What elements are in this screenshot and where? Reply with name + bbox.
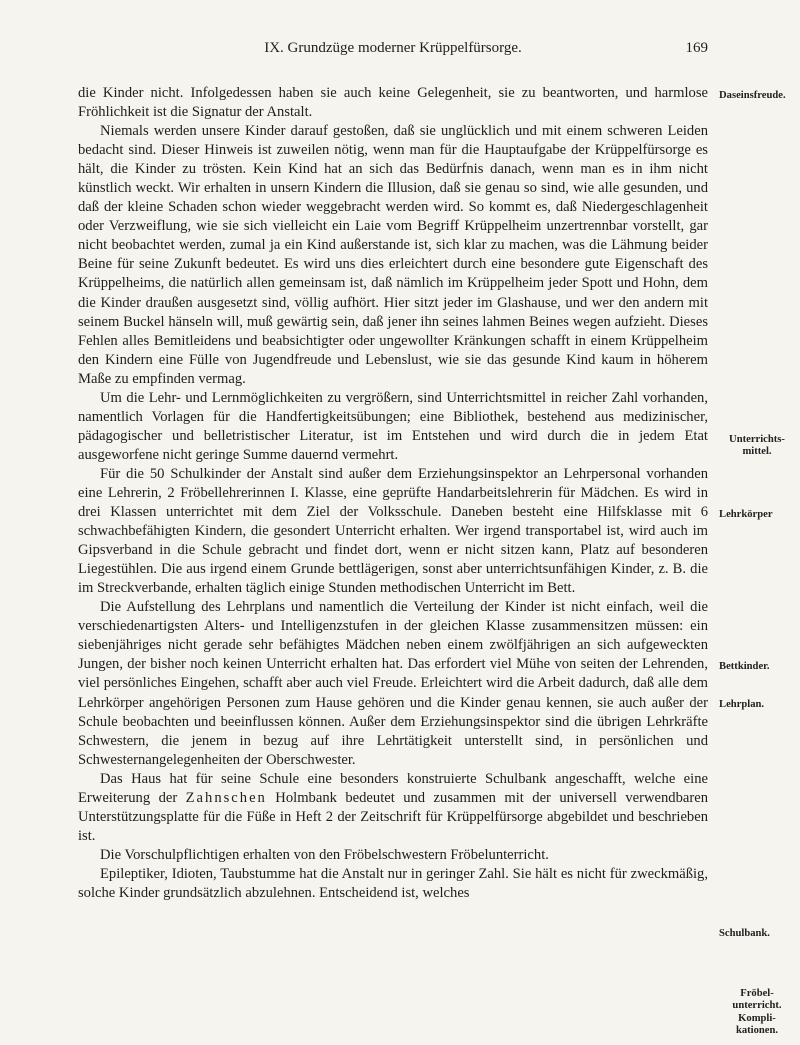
paragraph: Epileptiker, Idioten, Taubstumme hat die Anstalt nur in geringer Zahl. Sie hält es nicht für zweckmäßig, solche Kinder grundsätzlich abzulehnen. Entscheidend ist, welches [78, 865, 708, 901]
margin-note-schulbank: Schulbank. [719, 928, 770, 939]
paragraph: die Kinder nicht. Infolgedessen haben sie auch keine Gelegenheit, sie zu beantworten, und harmlose Fröhlichkeit ist die Signatur der Anstalt. [78, 85, 708, 121]
margin-note-komplikationen: Kompli-kationen. [735, 1013, 779, 1036]
chapter-title: IX. Grundzüge moderner Krüppelfürsorge. [264, 40, 522, 56]
margin-note-froebel: Fröbel-unterricht. [732, 988, 782, 1011]
paragraph: Für die 50 Schulkinder der Anstalt sind außer dem Erziehungsinspektor an Lehrpersonal vorhanden eine Lehrerin, 2 Fröbellehrerinnen I. Klasse, eine geprüfte Handarbeitslehrerin für Mädchen. Es wird in drei Klassen unterrichtet mit dem Ziel der Volksschule. Daneben besteht eine Hilfsklasse mit 6 schwachbefähigten Kindern, die gesondert Unterricht erhalten. Wer irgend transportabel ist, wird auch im Gipsverband in die Schule gebracht und findet dort, wenn er nicht sitzen kann, Platz auf besonderen Liegestühlen. Die aus irgend einem Grunde bettlägerigen, sonst aber unterrichtsunfähigen Kinder, z. B. die im Streckverbande, erhalten täglich einige Stunden methodischen Unterricht im Bett. [78, 465, 708, 597]
paragraph: Um die Lehr- und Lernmöglichkeiten zu vergrößern, sind Unterrichtsmittel in reicher Zahl vorhanden, namentlich Vorlagen für die Handfertigkeitsübungen; eine Bibliothek, bestehend aus medizinischer, pädagogischer und belletristischer Literatur, ist im Entstehen und wird durch die in jedem Etat ausgeworfene nicht geringe Summe dauernd vermehrt. [78, 389, 708, 463]
paragraph: Die Aufstellung des Lehrplans und namentlich die Verteilung der Kinder ist nicht einfach, weil die verschiedenartigsten Alters- und Intelligenzstufen in der gleichen Klasse zusammensitzen müssen: ein siebenjähriges nicht gerade sehr befähigtes Mädchen neben einem zwölfjährigen an sich aufgeweckten Jungen, der bisher noch keinen Unterricht erhalten hat. Das erfordert viel Mühe von seiten der Lehrenden, viel persönliches Eingehen, schafft aber auch viel Freude. Erleichtert wird die Arbeit dadurch, daß alle dem Lehrkörper angehörigen Personen zum Hause gehören und die Kinder genau kennen, sie auch außer der Schule beobachten und beeinflussen können. Außer dem Erziehungsinspektor sind die übrigen Lehrkräfte Schwestern, die jenem in bezug auf ihre Lehrtätigkeit unterstellt sind, in persönlichen und Schwesternangelegenheiten der Oberschwester. [78, 599, 708, 768]
margin-note-bettkinder: Bettkinder. [719, 661, 770, 672]
spaced-name: Zahnschen [185, 789, 267, 806]
paragraph: Niemals werden unsere Kinder darauf gestoßen, daß sie unglücklich und mit einem schweren Leiden bedacht sind. Dieser Hinweis ist zuweilen nötig, wenn man für die Hauptaufgabe der Krüppelfürsorge es hält, die Kinder zu trösten. Kein Kind hat an sich das Bedürfnis danach, wenn man es in ihm nicht künstlich weckt. Wir erhalten in unsern Kindern die Illusion, daß sie genau so sind, wie alle gesunden, und daß der kleine Schaden schon wieder weggebracht werden wird. So kommt es, daß Niedergeschlagenheit oder Verzweiflung, wie sie sich vielleicht ein Laie vom Begriff Krüppelheim unzertrennbar vorstellt, gar nicht beobachtet werden, zumal ja ein Kind außerstande ist, sich klar zu machen, was die Lähmung beider Beine für seine Zukunft bedeutet. Es wird uns dies erleichtert durch eine besondere gute Eigenschaft des Krüppelheims, die natürlich allen gemeinsam ist, daß nämlich im Krüppelheim jeder Spott und Hohn, dem die Kinder draußen ausgesetzt sind, völlig aufhört. Hier sitzt jeder im Glashause, und wer den andern mit seinem Buckel hänseln will, muß gewärtig sein, daß jener ihn seines lahmen Beines wegen aufzieht. Dieses Fehlen alles Bemitleidens und beabsichtigter oder ungewollter Kränkungen schafft in einem Krüppelheim den Kindern eine Fülle von Jugendfreude und Lebenslust, wie sie das gesunde Kind kaum in höherem Maße zu empfinden vermag. [78, 123, 708, 387]
margin-note-unterrichtsmittel: Unterrichts-mittel. [729, 434, 785, 457]
page-number: 169 [685, 40, 708, 56]
text-run: Das Haus hat für seine Schule eine besonders konstruierte Schulbank angeschafft, welche eine Erweiterung der [78, 770, 708, 806]
body-text [78, 84, 708, 903]
running-header [78, 40, 708, 64]
margin-note-lehrplan: Lehrplan. [719, 699, 765, 710]
text-run: Holmbank bedeutet und zusammen mit der universell verwendbaren Unterstützungsplatte für die Füße in Heft 2 der Zeitschrift für Krüppelfürsorge abgebildet und beschrieben ist. [78, 789, 708, 844]
paragraph [78, 770, 708, 846]
paragraph: Die Vorschulpflichtigen erhalten von den Fröbelschwestern Fröbelunterricht. [100, 846, 549, 863]
margin-note-lehrkoerper: Lehrkörper [719, 509, 773, 520]
margin-note-daseinsfreude: Daseinsfreude. [719, 90, 786, 101]
